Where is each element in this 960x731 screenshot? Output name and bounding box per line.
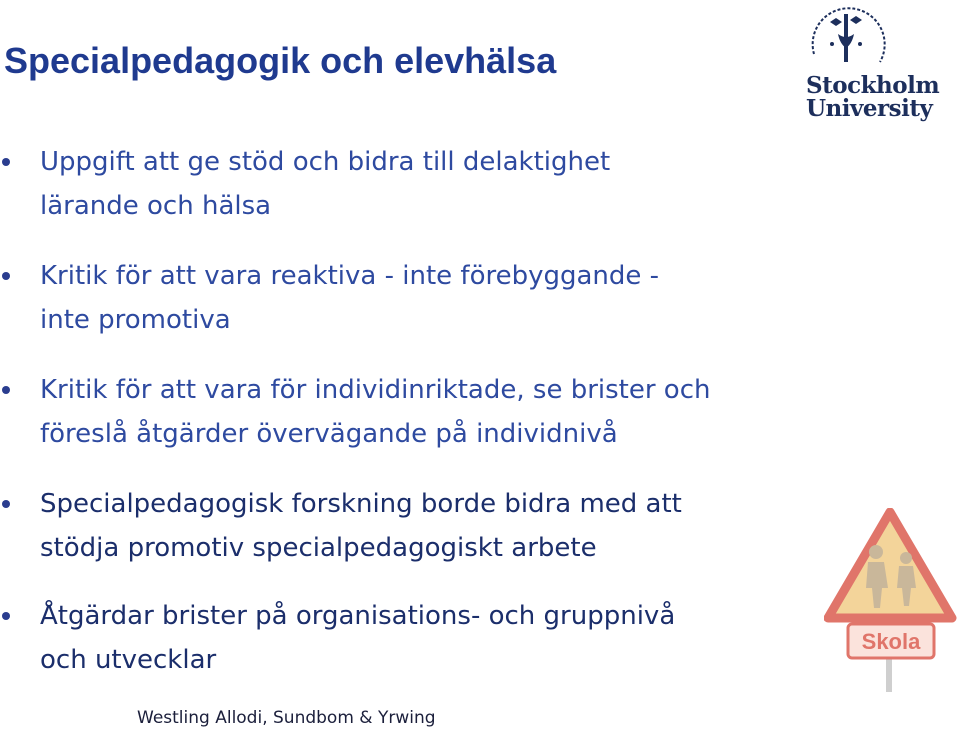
bullet-line: Specialpedagogisk forskning borde bidra med att [40,489,682,519]
bullet-line: Kritik för att vara reaktiva - inte förebyggande - [40,261,660,291]
bullet-line: lärande och hälsa [40,191,272,221]
bullet-dot [2,612,10,620]
bullet-line: stödja promotiv specialpedagogiskt arbete [40,533,597,563]
logo-line-1: Stockholm [806,72,940,99]
bullet-line: Uppgift att ge stöd och bidra till delaktighet [40,147,611,177]
school-sign-icon [824,508,958,694]
slide-footer: Westling Allodi, Sundbom & Yrwing [137,708,436,728]
bullet-text [40,254,659,342]
bullet-dot [2,386,10,394]
bullet-line: föreslå åtgärder övervägande på individnivå [40,419,618,449]
slide-title: Specialpedagogik och elevhälsa [4,40,557,81]
bullet-dot [2,158,10,166]
sign-label: Skola [861,629,921,654]
bullet-dot [2,272,10,280]
bullet-line: och utvecklar [40,645,217,675]
bullet-text [40,368,711,456]
bullet-text [40,482,682,570]
university-name [806,74,946,120]
bullet-text [40,594,675,682]
bullet-line: Kritik för att vara för individinriktade, se brister och [40,375,711,405]
bullet-line: Åtgärdar brister på organisations- och gruppnivå [40,601,676,631]
logo-line-2: University [806,95,933,122]
bullet-text [40,140,610,228]
bullet-line: inte promotiva [40,305,231,335]
bullet-dot [2,500,10,508]
